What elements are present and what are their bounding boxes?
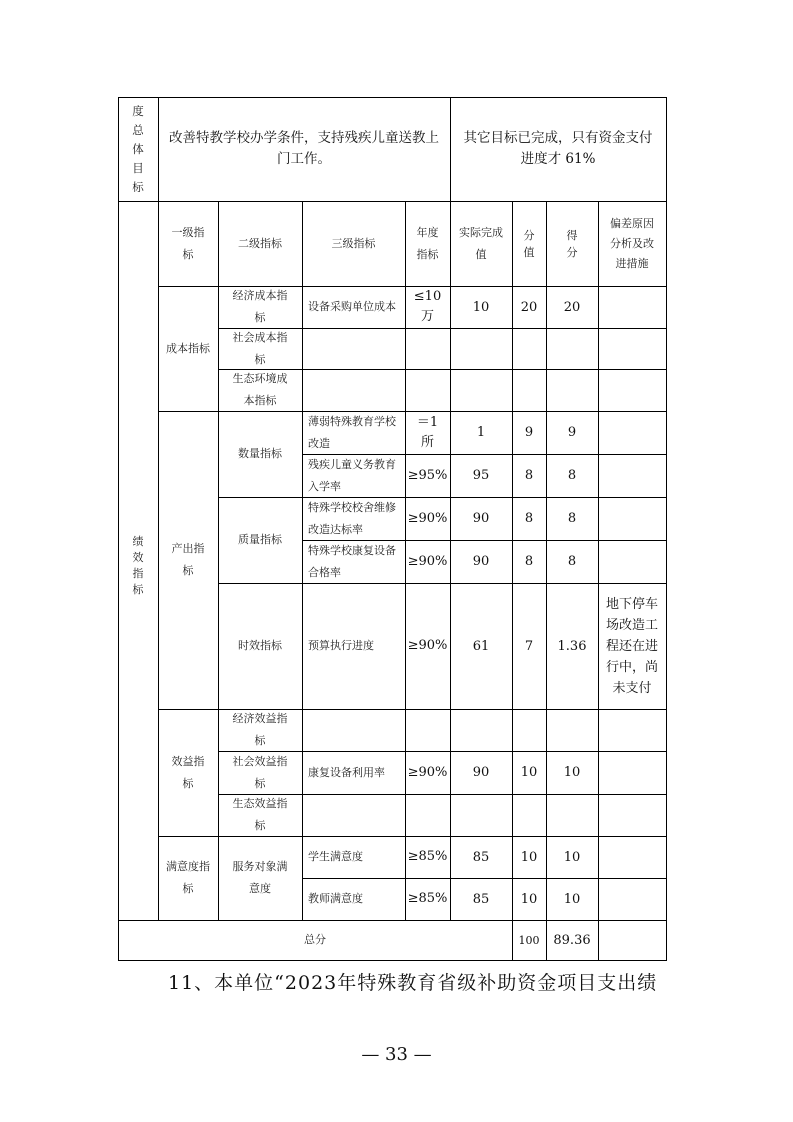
row-6-actual: 90 — [472, 765, 490, 780]
row-1-actual: 1 — [476, 425, 486, 440]
row-7-level3: 学生满意度 — [308, 850, 363, 863]
row-1-score: 9 — [567, 425, 577, 440]
row-0-level3: 设备采购单位成本 — [308, 300, 396, 313]
row-5-annual: ≥90% — [407, 638, 448, 653]
group-output: 产出指标 — [171, 542, 205, 577]
row-4-level3: 特殊学校康复设备合格率 — [308, 543, 396, 579]
total-label: 总分 — [304, 933, 326, 946]
row-5-points: 7 — [524, 638, 534, 654]
row-4-score: 8 — [567, 554, 577, 569]
row-7-actual: 85 — [472, 849, 490, 865]
header-score: 得分 — [566, 228, 578, 259]
row-5-deviation: 地下停车场改造工程还在进行中，尚未支付 — [605, 596, 658, 696]
row-4-actual: 90 — [472, 554, 490, 569]
row-5-actual: 61 — [472, 638, 490, 654]
row-0-annual: ≤10万 — [413, 289, 442, 324]
header-annual: 年度指标 — [416, 225, 439, 261]
row-6-points: 10 — [520, 765, 538, 780]
subgroup-economic-cost: 经济成本指标 — [232, 289, 288, 324]
header-actual: 实际完成值 — [459, 225, 503, 261]
header-deviation: 偏差原因分析及改进措施 — [610, 216, 654, 270]
subgroup-quality: 质量指标 — [238, 533, 282, 546]
subgroup-timeliness: 时效指标 — [238, 639, 282, 652]
row-3-actual: 90 — [472, 511, 490, 526]
row-8-points: 10 — [520, 891, 538, 907]
row-2-score: 8 — [567, 468, 577, 483]
row-8-actual: 85 — [472, 891, 490, 907]
row-8-level3: 教师满意度 — [308, 892, 363, 905]
body-sentence: 11、本单位“2023年特殊教育省级补助资金项目支出绩 — [168, 972, 658, 994]
row-2-annual: ≥95% — [407, 467, 448, 483]
page-number: — 33 — — [361, 1044, 432, 1065]
group-satisfaction: 满意度指标 — [166, 860, 210, 895]
row-2-points: 8 — [524, 468, 534, 483]
row-5-level3: 预算执行进度 — [308, 639, 374, 652]
group-benefit: 效益指标 — [171, 754, 205, 790]
subgroup-social-benefit: 社会效益指标 — [232, 754, 288, 790]
row-8-annual: ≥85% — [407, 891, 448, 906]
header-points: 分值 — [523, 228, 535, 259]
row-6-level3: 康复设备利用率 — [308, 765, 385, 779]
row-3-annual: ≥90% — [407, 510, 448, 526]
row-1-points: 9 — [524, 425, 534, 440]
row-0-actual: 10 — [472, 299, 490, 315]
header-level3: 三级指标 — [331, 236, 376, 250]
row-4-annual: ≥90% — [407, 553, 448, 569]
row-1-annual: ＝1所 — [416, 414, 439, 450]
header-level1: 一级指标 — [171, 225, 205, 261]
goal-status: 其它目标已完成，只有资金支付进度才 61% — [463, 130, 653, 167]
subgroup-economic-benefit: 经济效益指标 — [232, 712, 288, 747]
subgroup-service-satisfaction: 服务对象满意度 — [232, 860, 288, 895]
goal-content: 改善特教学校办学条件，支持残疾儿童送教上门工作。 — [169, 130, 439, 167]
subgroup-eco-benefit: 生态效益指标 — [232, 797, 288, 832]
row-0-points: 20 — [520, 299, 538, 315]
row-7-annual: ≥85% — [407, 849, 448, 864]
row-7-points: 10 — [520, 849, 538, 865]
header-level2: 二级指标 — [238, 236, 282, 250]
row-8-score: 10 — [563, 891, 581, 907]
row-6-score: 10 — [563, 765, 581, 780]
subgroup-quantity: 数量指标 — [238, 447, 282, 460]
subgroup-social-cost: 社会成本指标 — [232, 330, 288, 366]
row-6-annual: ≥90% — [407, 764, 448, 780]
row-3-level3: 特殊学校校舍维修改造达标率 — [308, 500, 396, 536]
total-score: 89.36 — [553, 932, 591, 948]
row-7-score: 10 — [563, 849, 581, 865]
row-3-points: 8 — [524, 511, 534, 526]
row-2-level3: 残疾儿童义务教育入学率 — [308, 457, 396, 493]
row-0-score: 20 — [563, 299, 581, 315]
performance-indicator-label: 绩效指标 — [132, 535, 144, 596]
row-1-level3: 薄弱特殊教育学校改造 — [308, 414, 396, 450]
row-5-score: 1.36 — [557, 638, 587, 654]
goal-label: 度 总 体 目 标 — [132, 103, 144, 194]
row-4-points: 8 — [524, 554, 534, 569]
row-3-score: 8 — [567, 511, 577, 526]
group-cost: 成本指标 — [166, 341, 210, 355]
row-2-actual: 95 — [472, 468, 490, 483]
total-points: 100 — [518, 933, 540, 947]
subgroup-eco-cost: 生态环境成本指标 — [232, 372, 288, 407]
